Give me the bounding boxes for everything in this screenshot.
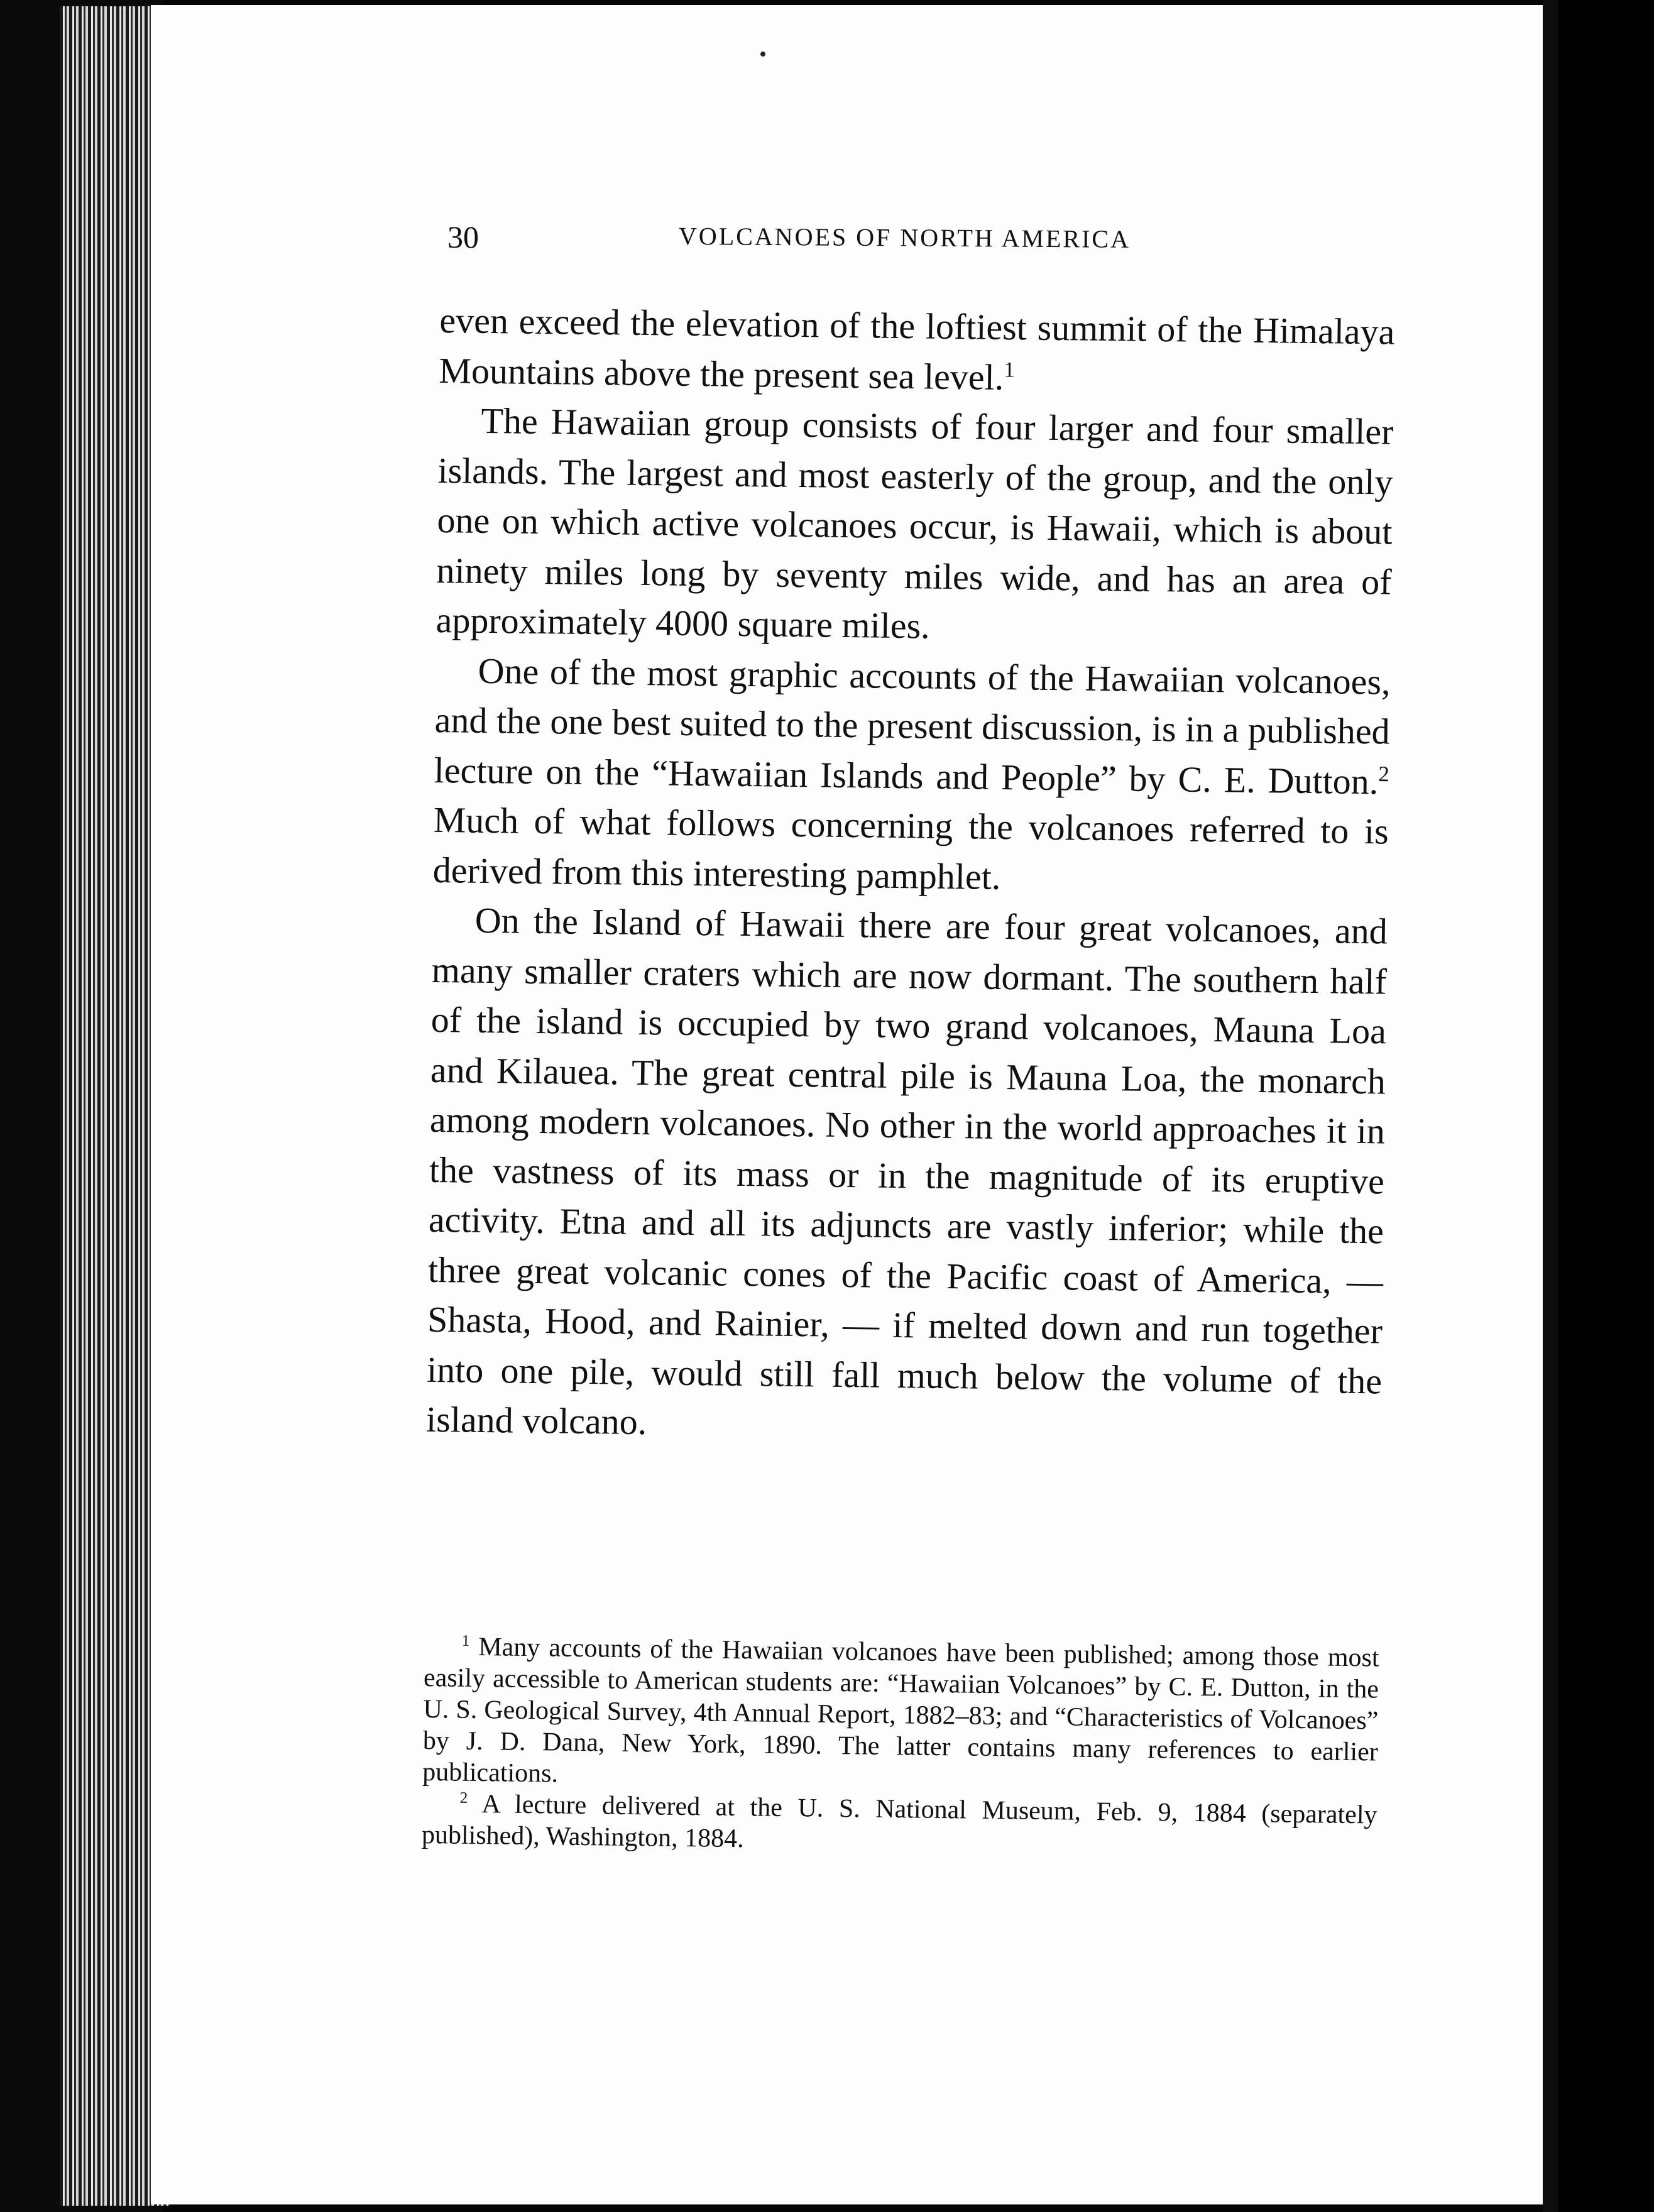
print-speck — [760, 52, 765, 57]
paragraph-4: On the Island of Hawaii there are four great volcanoes, and many smaller craters which are now dormant. The southern half of the island is occupied by two grand volcanoes, Mauna Loa and Kilauea. The great central pile is Mauna Loa, the monarch among modern volcanoes. No other in the world approaches it in the vastness of its mass or in the magnitude of its eruptive activity. Etna and all its adjuncts are vastly inferior; while the three great volcanic cones of the Pacific coast of America, — Shasta, Hood, and Rainier, — if melted down and run together into one pile, would still fall much below the volume of the island volcano. — [425, 899, 1388, 1443]
paragraph-2: The Hawaiian group consists of four larger and four smaller islands. The largest and most easterly of the group, and the only one on which active volcanoes occur, is Hawaii, which is about ninety miles long by seventy miles wide, and has an area of approximately 4000 square miles. — [435, 400, 1394, 647]
footnote-ref-1: 1 — [1004, 357, 1015, 382]
footnote-marker: 2 — [459, 1789, 468, 1807]
page-number: 30 — [447, 219, 479, 255]
footnote-ref-2: 2 — [1378, 761, 1390, 786]
body-text — [426, 295, 1395, 1456]
running-title-text: VOLCANOES OF NORTH AMERICA — [678, 221, 1131, 253]
scan-right-edge — [1543, 0, 1558, 2212]
scan-right-margin — [1558, 0, 1654, 2212]
footnotes — [422, 1631, 1379, 1863]
paragraph-1: even exceed the elevation of the loftiest summit of the Himalaya Mountains above the present sea level.$^1$ — [439, 299, 1395, 398]
footnote-marker: 1 — [461, 1632, 470, 1650]
footnote-1: $^1$ Many accounts of the Hawaiian volcanoes have been published; among those most easily accessible to American students are: “Hawaiian Volcanoes” by C. E. Dutton, in the U. S. Geological Survey, 4th Annual Report, 1882–83; and “Characteristics of Volcanoes” by J. D. Dana, New York, 1890. The latter contains many references to earlier publications. — [422, 1632, 1379, 1788]
footnote-2: $^2$ A lecture delivered at the U. S. National Museum, Feb. 9, 1884 (separately published), Washington, 1884. — [421, 1789, 1377, 1854]
paragraph-3: One of the most graphic accounts of the Hawaiian volcanoes, and the one best suited to the present discussion, is in a published lecture on the “Hawaiian Islands and People” by C. E. Dutton.$^2$ Much of what follows concerning the volcanoes referred to is derived from this interesting pamphlet. — [432, 650, 1391, 897]
